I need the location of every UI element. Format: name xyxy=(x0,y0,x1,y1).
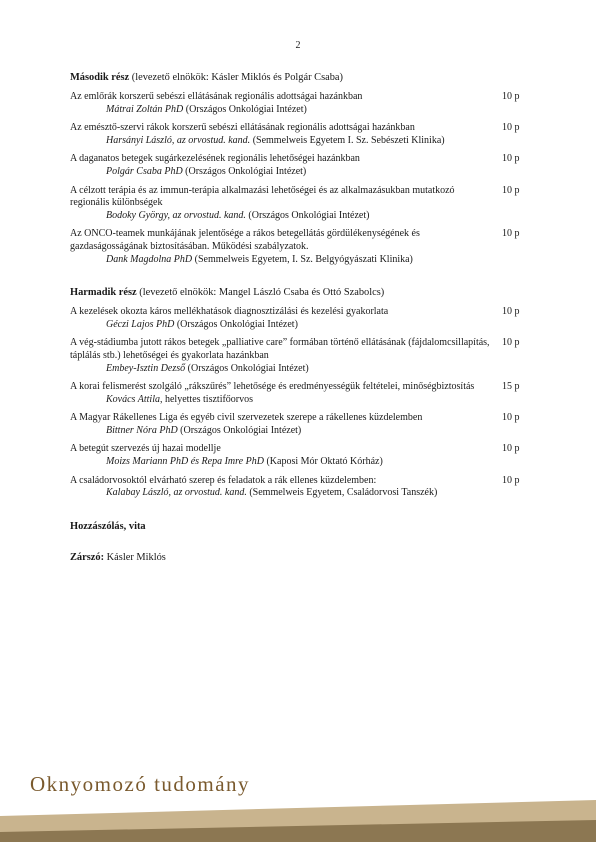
talk-title: A betegút szervezés új hazai modellje xyxy=(70,443,221,455)
talk-title: Az emésztő-szervi rákok korszerű sebészi ellátásának regionális adottságai hazánkban xyxy=(70,122,415,134)
program-item xyxy=(70,475,530,500)
speaker xyxy=(70,104,530,117)
program-item xyxy=(70,122,530,147)
speaker xyxy=(70,425,530,438)
discussion-heading xyxy=(70,520,530,533)
discussion-label: Hozzászólás, vita xyxy=(70,520,146,532)
speaker xyxy=(70,487,530,500)
talk-title: A Magyar Rákellenes Liga és egyéb civil szervezetek szerepe a rákellenes küzdelemben xyxy=(70,412,423,424)
program-item xyxy=(70,337,530,375)
talk-duration: 10 p xyxy=(502,412,520,424)
section-title: Második rész xyxy=(70,72,130,83)
talk-duration: 10 p xyxy=(502,91,520,102)
speaker xyxy=(70,456,530,469)
talk-title: A korai felismerést szolgáló „rákszűrés” lehetősége és eredményességük feltételei, minőségbiztosítás xyxy=(70,381,475,393)
journal-logo: Oknyomozó tudomány xyxy=(30,772,251,796)
speaker-affiliation: (Országos Onkológiai Intézet) xyxy=(174,318,298,330)
talk-duration: 10 p xyxy=(502,443,520,455)
speaker-name: Moizs Mariann PhD és Repa Imre PhD xyxy=(106,456,264,468)
speaker-name: Bodoky György, az orvostud. kand. xyxy=(106,209,246,221)
speaker-affiliation: (Semmelweis Egyetem, I. Sz. Belgyógyászati Klinika) xyxy=(192,253,413,265)
speaker xyxy=(70,210,530,223)
program-item xyxy=(70,412,530,437)
speaker xyxy=(70,363,530,376)
talk-duration: 10 p xyxy=(502,153,520,165)
speaker-name: Mátrai Zoltán PhD xyxy=(106,103,184,115)
closing-speaker: Kásler Miklós xyxy=(104,551,166,563)
page-number: 2 xyxy=(295,40,301,51)
talk-duration: 10 p xyxy=(502,184,520,196)
program-content xyxy=(70,71,530,564)
speaker-name: Kalabay László, az orvostud. kand. xyxy=(106,487,247,499)
talk-duration: 10 p xyxy=(502,306,520,318)
speaker xyxy=(70,319,530,332)
speaker xyxy=(70,166,530,179)
speaker-affiliation: (Kaposi Mór Oktató Kórház) xyxy=(263,456,383,468)
speaker-affiliation: (Semmelweis Egyetem, Családorvosi Tanszék) xyxy=(246,487,438,499)
speaker-affiliation: (Országos Onkológiai Intézet) xyxy=(182,165,307,177)
speaker-affiliation: (Országos Onkológiai Intézet) xyxy=(177,424,302,436)
speaker-name: Bittner Nóra PhD xyxy=(106,424,178,436)
program-item xyxy=(70,228,530,266)
talk-duration: 10 p xyxy=(502,337,520,349)
talk-duration: 15 p xyxy=(502,381,520,393)
program-item xyxy=(70,185,530,223)
section-title: Harmadik rész xyxy=(70,287,137,299)
speaker-name: Dank Magdolna PhD xyxy=(106,253,193,265)
speaker-name: Géczi Lajos PhD xyxy=(106,318,175,330)
talk-title: A daganatos betegek sugárkezelésének regionális lehetőségei hazánkban xyxy=(70,153,360,165)
closing-remarks xyxy=(70,551,530,564)
speaker-name: Polgár Csaba PhD xyxy=(106,165,183,177)
program-item xyxy=(70,153,530,178)
talk-title: A családorvosoktól elvárható szerep és feladatok a rák ellenes küzdelemben: xyxy=(70,474,377,486)
speaker-name: Kovács Attila xyxy=(106,393,160,405)
talk-duration: 10 p xyxy=(502,122,520,134)
program-item xyxy=(70,381,530,406)
speaker-affiliation: (Semmelweis Egyetem I. Sz. Sebészeti Klinika) xyxy=(250,134,445,146)
section-chairs: (levezető elnökök: Mangel László Csaba és Ottó Szabolcs) xyxy=(136,287,385,299)
section-gap xyxy=(70,272,530,286)
program-item xyxy=(70,443,530,468)
talk-title: A vég-stádiumba jutott rákos betegek „palliative care” formában történő ellátásának (fájdalomcsillapítás, táplálás stb.) lehetőségei és gyakorlata hazánkban xyxy=(70,337,490,361)
section-chairs: (levezető elnökök: Kásler Miklós és Polgár Csaba) xyxy=(129,72,343,83)
speaker-affiliation: (Országos Onkológiai Intézet) xyxy=(183,103,307,115)
speaker xyxy=(70,254,530,267)
talk-title: Az emlőrák korszerű sebészi ellátásának regionális adottságai hazánkban xyxy=(70,91,363,102)
speaker-affiliation: (Országos Onkológiai Intézet) xyxy=(245,209,370,221)
speaker xyxy=(70,135,530,148)
speaker-affiliation: , helyettes tisztifőorvos xyxy=(159,393,254,405)
talk-title: Az ONCO-teamek munkájának jelentősége a rákos betegellátás gördülékenységének és gazdaságosságának biztosításában. Működési szabályzatok. xyxy=(70,228,420,252)
talk-title: A kezelések okozta káros mellékhatások diagnosztizálási és kezelési gyakorlata xyxy=(70,306,389,318)
speaker-name: Harsányi László, az orvostud. kand. xyxy=(106,134,251,146)
speaker-name: Embey-Isztin Dezső xyxy=(106,362,186,374)
program-item xyxy=(70,306,530,331)
section-header xyxy=(70,286,530,299)
talk-duration: 10 p xyxy=(502,474,520,486)
speaker-affiliation: (Országos Onkológiai Intézet) xyxy=(185,362,309,374)
program-item xyxy=(70,91,530,116)
section-header xyxy=(70,71,530,84)
closing-label: Zárszó: xyxy=(70,551,105,563)
speaker xyxy=(70,394,530,407)
footer-band xyxy=(0,794,596,842)
talk-duration: 10 p xyxy=(502,228,520,240)
talk-title: A célzott terápia és az immun-terápia alkalmazási lehetőségei és az alkalmazásukban mutatkozó regionális különbségek xyxy=(70,184,455,209)
